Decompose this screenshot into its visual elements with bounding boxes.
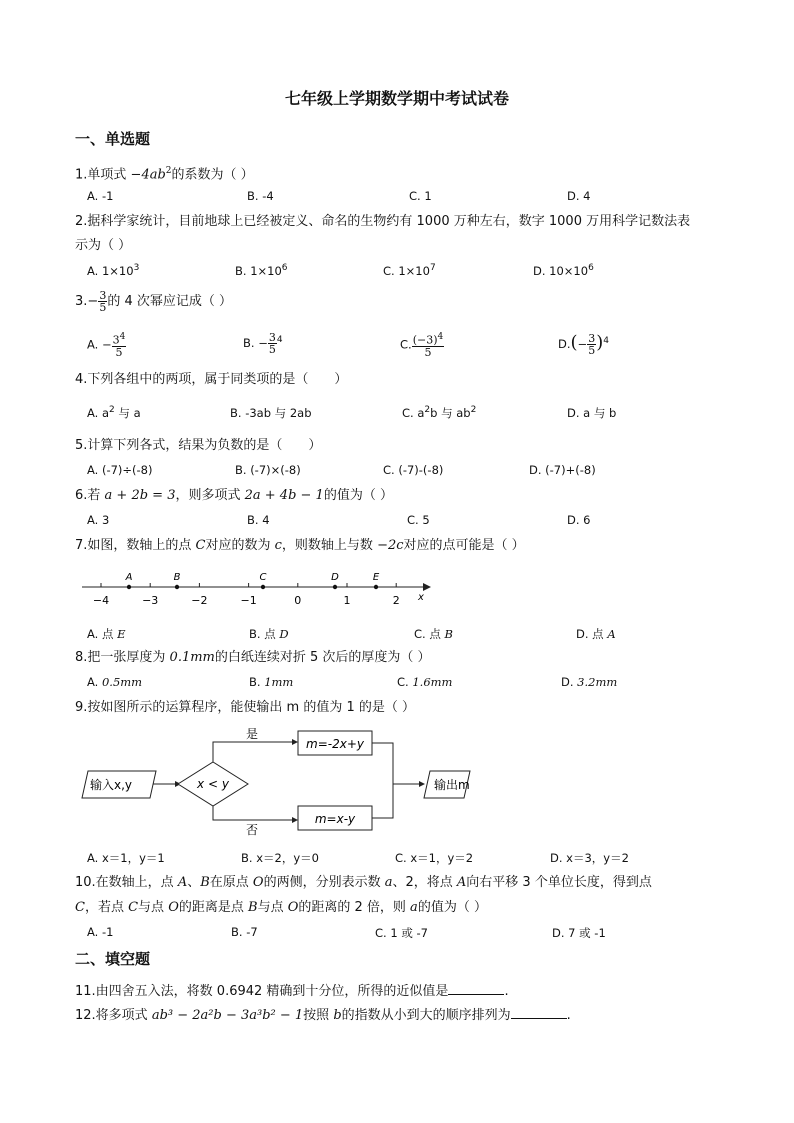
q1-prefix: 1.单项式 — [75, 167, 131, 183]
q9-option-b: B. x＝2，y＝0 — [241, 851, 319, 865]
number-line-point — [333, 585, 337, 589]
number-line-point-label: E — [372, 572, 380, 583]
q6-option-b: B. 4 — [247, 513, 270, 527]
axis-tick-label: −4 — [92, 594, 110, 607]
flow-yes-formula: m=-2x+y — [306, 737, 364, 751]
question-9: 9.按如图所示的运算程序，能使输出 m 的值为 1 的是（ ） — [75, 700, 415, 715]
axis-tick-label: −2 — [191, 594, 208, 607]
question-8: 8.把一张厚度为 0.1mm的白纸连续对折 5 次后的厚度为（ ） — [75, 650, 431, 665]
q5-option-d: D. (-7)+(-8) — [529, 463, 596, 477]
q9-option-d: D. x＝3，y＝2 — [550, 851, 629, 865]
flowchart-diagram — [78, 726, 478, 838]
q11-answer-blank[interactable] — [448, 982, 504, 995]
question-5: 5.计算下列各式，结果为负数的是（ ） — [75, 438, 322, 453]
q3-fraction: $\frac{3}{5}$ — [99, 289, 107, 314]
question-7: 7.如图，数轴上的点 C对应的数为 c，则数轴上与数 −2c对应的点可能是（ ） — [75, 538, 525, 553]
page-title: 七年级上学期数学期中考试试卷 — [284, 89, 509, 108]
q6-option-d: D. 6 — [567, 513, 591, 527]
q5-option-c: C. (-7)-(-8) — [383, 463, 444, 477]
q5-option-a: A. (-7)÷(-8) — [87, 463, 153, 477]
q10-option-a: A. -1 — [87, 925, 114, 939]
axis-tick-label: −3 — [142, 594, 159, 607]
q1-option-d: D. 4 — [567, 189, 591, 203]
q1-option-a: A. -1 — [87, 189, 114, 203]
question-12: 12.将多项式 ab³ − 2a²b − 3a³b² − 1按照 b的指数从小到大的顺序排列为 . — [75, 1008, 571, 1023]
q1-exponent: 2 — [165, 166, 172, 176]
q9-option-c: C. x＝1，y＝2 — [395, 851, 474, 865]
q2-option-c: C. $1\times 10^7$ — [383, 263, 436, 278]
flow-input-label: 输入x,y — [90, 778, 133, 792]
number-line-point-label: C — [259, 572, 267, 583]
q3-option-d: D.(− $\frac{3}{5}$ )$^4$ — [558, 332, 609, 357]
axis-tick-label: 0 — [294, 594, 302, 607]
q8-option-c: C. 1.6mm — [397, 675, 453, 689]
axis-tick-label: 1 — [343, 594, 351, 607]
section-heading-single-choice: 一、单选题 — [75, 130, 151, 148]
q4-option-d: D. a 与 b — [567, 406, 617, 420]
q6-option-c: C. 5 — [407, 513, 430, 527]
q5-option-b: B. (-7)×(-8) — [235, 463, 301, 477]
number-line-point-label: B — [173, 572, 181, 583]
number-line-diagram — [78, 565, 438, 610]
q1-option-c: C. 1 — [409, 189, 432, 203]
q3-option-b: B. − $\frac{3}{5}$ $^4$ — [243, 331, 283, 356]
question-1 — [75, 161, 254, 185]
q7-option-c: C. 点 B — [414, 627, 453, 641]
q2-option-d: D. $10\times 10^6$ — [533, 263, 594, 278]
axis-tick-label: −1 — [240, 594, 257, 607]
q10-option-c: C. 1 或 -7 — [375, 926, 428, 940]
question-3: 3.− $\frac{3}{5}$ 的 4 次幂应记成（ ） — [75, 289, 232, 314]
number-line-point — [175, 585, 179, 589]
q7-option-d: D. 点 A — [576, 627, 616, 641]
number-line-point — [261, 585, 265, 589]
q4-option-b: B. -3ab 与 2ab — [230, 406, 312, 420]
q8-option-a: A. 0.5mm — [87, 675, 143, 689]
q12-answer-blank[interactable] — [511, 1006, 567, 1019]
flow-no-label: 否 — [246, 823, 259, 837]
flow-decision-label: x < y — [197, 777, 229, 791]
number-line-point — [374, 585, 378, 589]
q10-option-b: B. -7 — [231, 925, 258, 939]
q4-option-c: C. $a^2b$ 与 $ab^2$ — [402, 405, 477, 420]
number-line-point — [127, 585, 131, 589]
q10-option-d: D. 7 或 -1 — [552, 926, 606, 940]
q9-option-a: A. x＝1，y＝1 — [87, 851, 165, 865]
question-4: 4.下列各组中的两项，属于同类项的是（ ） — [75, 372, 348, 387]
q3-option-c: C. $\frac{(-3)^4}{5}$ — [400, 332, 444, 359]
q1-suffix: 的系数为（ ） — [171, 167, 254, 183]
q7-option-a: A. 点 E — [87, 627, 126, 641]
q2-option-b: B. $1\times 10^6$ — [235, 263, 288, 278]
section-heading-fill-in: 二、填空题 — [75, 950, 151, 968]
number-line-point-label: D — [331, 572, 339, 583]
q4-option-a: A. $a^2$ 与 a — [87, 405, 141, 420]
flow-output-label: 输出m — [434, 778, 470, 792]
q6-option-a: A. 3 — [87, 513, 110, 527]
question-10-line-1: 10.在数轴上，点 A、B在原点 O的两侧，分别表示数 a、2，将点 A向右平移 3 个单位长度，得到点 — [75, 875, 652, 890]
q3-option-a: A. − $\frac{3^4}{5}$ — [87, 332, 126, 359]
question-11: 11.由四舍五入法，将数 0.6942 精确到十分位，所得的近似值是 . — [75, 984, 509, 999]
question-6: 6.若 a + 2b = 3，则多项式 2a + 4b − 1的值为（ ） — [75, 488, 393, 503]
q8-option-b: B. 1mm — [249, 675, 294, 689]
flow-no-formula: m=x-y — [314, 812, 356, 826]
number-line-point-label: A — [125, 572, 133, 583]
q2-option-a: A. $1\times 10^3$ — [87, 263, 140, 278]
flow-yes-label: 是 — [246, 727, 259, 741]
question-10-line-2: C，若点 C与点 O的距离是点 B与点 O的距离的 2 倍，则 a的值为（ ） — [75, 900, 487, 915]
question-2-line-2: 示为（ ） — [75, 238, 132, 253]
q7-option-b: B. 点 D — [249, 627, 289, 641]
question-2-line-1: 2.据科学家统计，目前地球上已经被定义、命名的生物约有 1000 万种左右，数字 1000 万用科学记数法表 — [75, 214, 691, 229]
axis-variable: x — [418, 592, 424, 603]
q1-expression: −4ab — [130, 167, 166, 183]
axis-tick-label: 2 — [392, 594, 400, 607]
q1-option-b: B. -4 — [247, 189, 274, 203]
q8-option-d: D. 3.2mm — [561, 675, 618, 689]
